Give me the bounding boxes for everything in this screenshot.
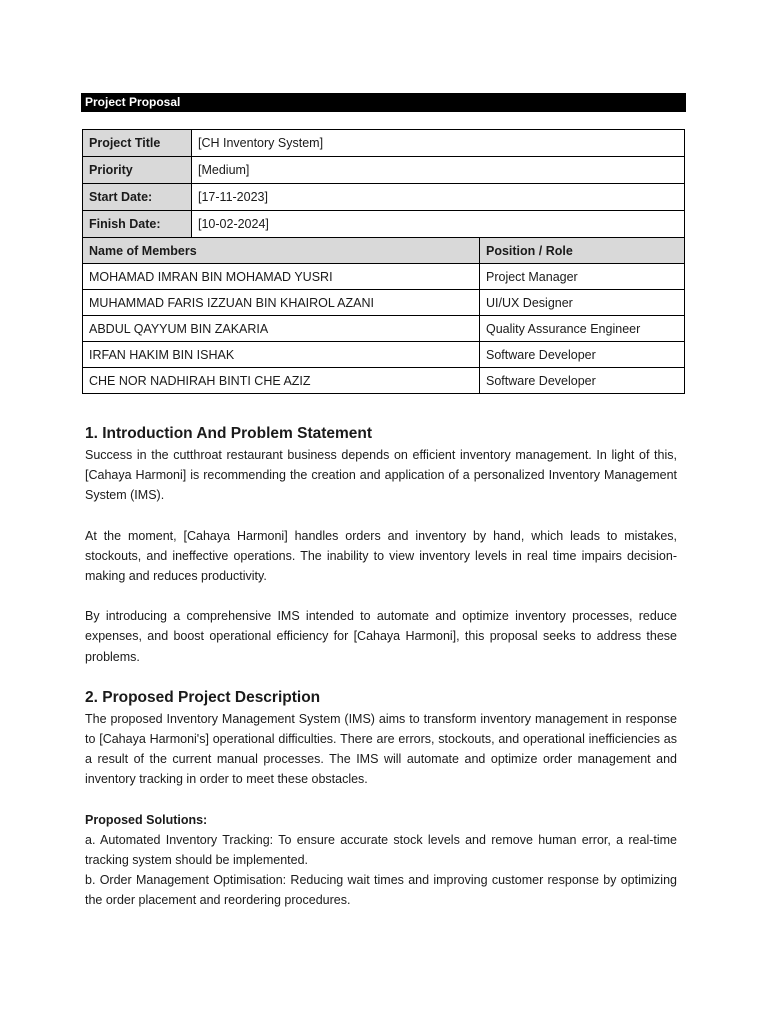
section-2-heading: 2. Proposed Project Description bbox=[85, 688, 321, 706]
proposed-solutions-heading: Proposed Solutions: bbox=[85, 812, 208, 827]
finish-date-value: [10-02-2024] bbox=[192, 211, 685, 238]
priority-value: [Medium] bbox=[192, 157, 685, 184]
member-name: CHE NOR NADHIRAH BINTI CHE AZIZ bbox=[83, 368, 480, 394]
solution-item: a. Automated Inventory Tracking: To ensure accurate stock levels and remove human error, a real-time tracking system should be implemented. bbox=[85, 832, 677, 868]
document-body bbox=[85, 423, 677, 911]
member-role: Software Developer bbox=[480, 368, 685, 394]
member-role: Quality Assurance Engineer bbox=[480, 316, 685, 342]
members-role-header: Position / Role bbox=[480, 238, 685, 264]
table-row bbox=[83, 316, 685, 342]
member-name: MOHAMAD IMRAN BIN MOHAMAD YUSRI bbox=[83, 264, 480, 290]
member-role: Project Manager bbox=[480, 264, 685, 290]
table-row bbox=[83, 157, 685, 184]
table-row bbox=[83, 342, 685, 368]
project-title-value: [CH Inventory System] bbox=[192, 130, 685, 157]
finish-date-label: Finish Date: bbox=[83, 211, 192, 238]
member-name: IRFAN HAKIM BIN ISHAK bbox=[83, 342, 480, 368]
members-header-row bbox=[83, 238, 685, 264]
section-title-bar: Project Proposal bbox=[81, 93, 686, 112]
section-2-paragraph: The proposed Inventory Management System (IMS) aims to transform inventory management in response to [Cahaya Harmoni's] operational difficulties. There are errors, stockouts, and operational inefficiencies as a result of the current manual processes. The IMS will automate and optimize order management and inventory tracking in order to meet these obstacles. bbox=[85, 711, 677, 787]
section-1-paragraph-2: At the moment, [Cahaya Harmoni] handles orders and inventory by hand, which leads to mistakes, stockouts, and ineffective operations. The inability to view inventory levels in real time impairs decision-making and reduces productivity. bbox=[85, 528, 677, 584]
solution-item: b. Order Management Optimisation: Reducing wait times and improving customer response by optimizing the order placement and reordering procedures. bbox=[85, 873, 677, 908]
member-role: Software Developer bbox=[480, 342, 685, 368]
table-row bbox=[83, 290, 685, 316]
member-role: UI/UX Designer bbox=[480, 290, 685, 316]
member-name: ABDUL QAYYUM BIN ZAKARIA bbox=[83, 316, 480, 342]
project-info-table bbox=[82, 129, 685, 394]
section-1-paragraph-3: By introducing a comprehensive IMS intended to automate and optimize inventory processes, reduce expenses, and boost operational efficiency for [Cahaya Harmoni], this proposal seeks to address these problems. bbox=[85, 609, 677, 664]
member-name: MUHAMMAD FARIS IZZUAN BIN KHAIROL AZANI bbox=[83, 290, 480, 316]
project-title-label: Project Title bbox=[83, 130, 192, 157]
start-date-label: Start Date: bbox=[83, 184, 192, 211]
members-name-header: Name of Members bbox=[83, 238, 480, 264]
table-row bbox=[83, 264, 685, 290]
section-1-paragraph-1: Success in the cutthroat restaurant business depends on efficient inventory management. In light of this, [Cahaya Harmoni] is recommending the creation and application of a personalized Inventory Management System (IMS). bbox=[85, 448, 677, 503]
table-row bbox=[83, 184, 685, 211]
table-row bbox=[83, 211, 685, 238]
table-row bbox=[83, 130, 685, 157]
section-1-heading: 1. Introduction And Problem Statement bbox=[85, 425, 373, 442]
priority-label: Priority bbox=[83, 157, 192, 184]
start-date-value: [17-11-2023] bbox=[192, 184, 685, 211]
table-row bbox=[83, 368, 685, 394]
